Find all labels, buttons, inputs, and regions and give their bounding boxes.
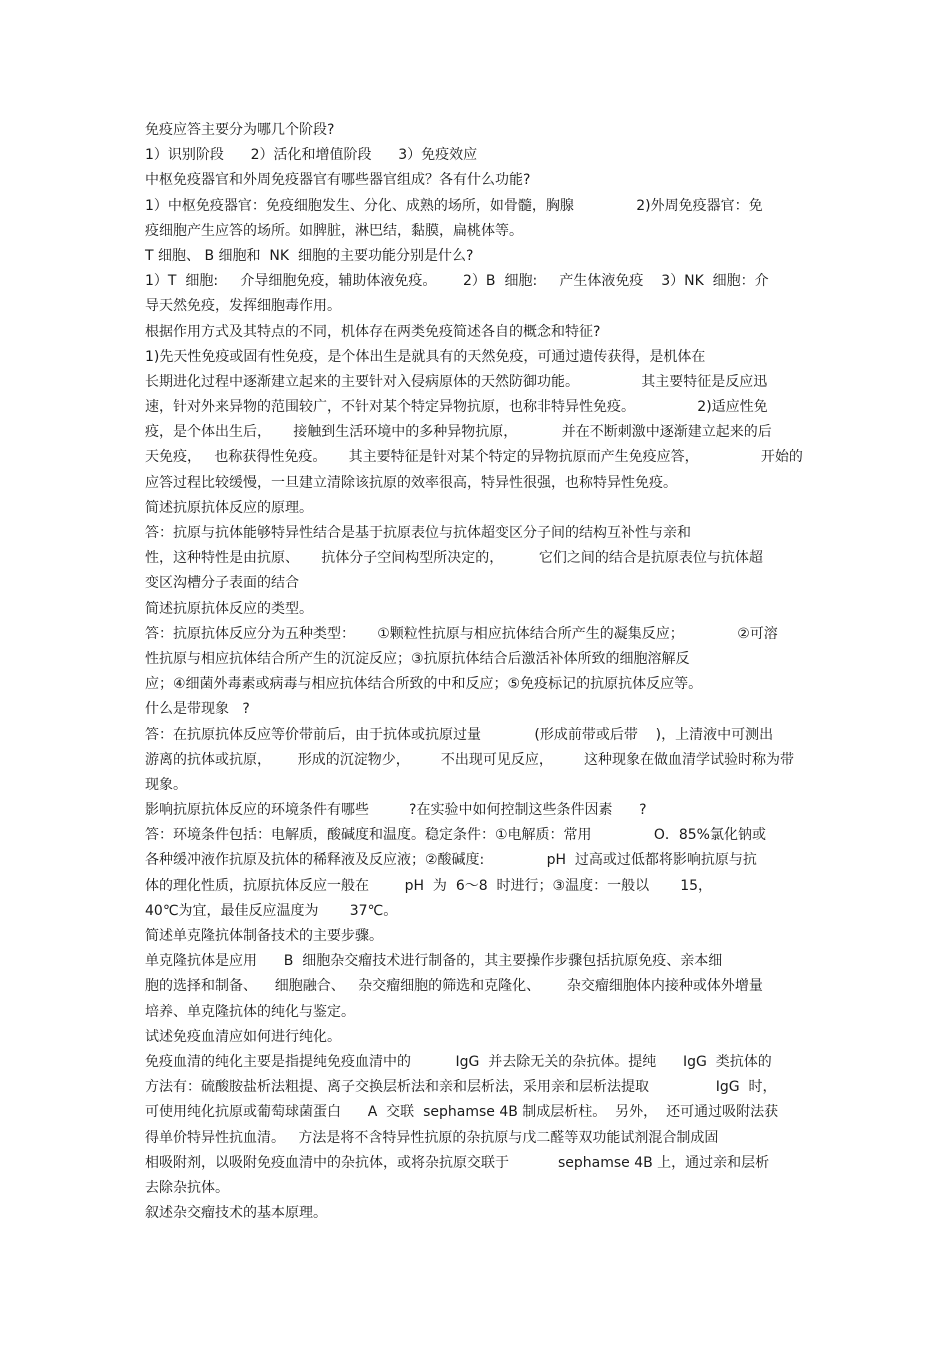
text-line: 游离的抗体或抗原， 形成的沉淀物少， 不出现可见反应， 这种现象在做血清学试验时称为带 <box>145 751 795 768</box>
text-line: 中枢免疫器官和外周免疫器官有哪些器官组成？各有什么功能? <box>145 172 531 189</box>
text-line: 简述抗原抗体反应的原理。 <box>145 499 313 516</box>
text-line: 叙述杂交瘤技术的基本原理。 <box>145 1205 327 1222</box>
text-line: 得单价特异性抗血清。 方法是将不含特异性抗原的杂抗原与戊二醛等双功能试剂混合制成固 <box>145 1129 719 1146</box>
text-line: 可使用纯化抗原或葡萄球菌蛋白 A 交联 sephamse 4B 制成层析柱。 另外， 还可通过吸附法获 <box>145 1104 779 1121</box>
text-line: 导天然免疫，发挥细胞毒作用。 <box>145 298 341 315</box>
text-line: 性抗原与相应抗体结合所产生的沉淀反应；③抗原抗体结合后激活补体所致的细胞溶解反 <box>145 650 690 667</box>
text-line: 方法有：硫酸胺盐析法粗提、离子交换层析法和亲和层析法，采用亲和层析法提取 IgG 时， <box>145 1079 777 1096</box>
text-line: 胞的选择和制备、 细胞融合、 杂交瘤细胞的筛选和克隆化、 杂交瘤细胞体内接种或体外增量 <box>145 978 763 995</box>
text-line: 影响抗原抗体反应的环境条件有哪些 ?在实验中如何控制这些条件因素 ? <box>145 802 647 819</box>
text-line: 什么是带现象 ? <box>145 701 250 718</box>
text-line: 相吸附剂，以吸附免疫血清中的杂抗体，或将杂抗原交联于 sephamse 4B 上，通过亲和层析 <box>145 1154 770 1171</box>
text-line: 长期进化过程中逐渐建立起来的主要针对入侵病原体的天然防御功能。 其主要特征是反应迅 <box>145 373 768 390</box>
text-line: 应；④细菌外毒素或病毒与相应抗体结合所致的中和反应；⑤免疫标记的抗原抗体反应等。 <box>145 676 703 693</box>
text-line: 变区沟槽分子表面的结合 <box>145 575 299 592</box>
text-line: 简述单克隆抗体制备技术的主要步骤。 <box>145 928 383 944</box>
text-line: 1）中枢免疫器官：免疫细胞发生、分化、成熟的场所，如骨髓，胸腺 2)外周免疫器官：免 <box>145 197 763 214</box>
text-line: 40℃为宜，最佳反应温度为 37℃。 <box>145 902 398 919</box>
text-line: 应答过程比较缓慢，一旦建立清除该抗原的效率很高，特异性很强，也称特异性免疫。 <box>145 474 677 491</box>
text-line: 现象。 <box>145 776 187 793</box>
text-line: 免疫血清的纯化主要是指提纯免疫血清中的 IgG 并去除无关的杂抗体。提纯 IgG 类抗体的 <box>145 1053 772 1070</box>
text-line: 各种缓冲液作抗原及抗体的稀释液及反应液；②酸碱度: pH 过高或过低都将影响抗原与抗 <box>145 852 757 869</box>
text-line: 疫细胞产生应答的场所。如脾脏，淋巴结，黏膜，扁桃体等。 <box>145 222 523 239</box>
document-body <box>145 118 805 1226</box>
text-line: 答：抗原抗体反应分为五种类型： ①颗粒性抗原与相应抗体结合所产生的凝集反应； ②可溶 <box>145 625 778 642</box>
text-line: 1）识别阶段 2）活化和增值阶段 3）免疫效应 <box>145 147 478 164</box>
text-line: 1)先天性免疫或固有性免疫，是个体出生是就具有的天然免疫，可通过遗传获得，是机体在 <box>145 348 706 365</box>
text-line: T 细胞、 B 细胞和 NK 细胞的主要功能分别是什么? <box>145 247 474 264</box>
text-line: 速，针对外来异物的范围较广，不针对某个特定异物抗原，也称非特异性免疫。 2)适应性免 <box>145 399 768 416</box>
text-line: 1）T 细胞: 介导细胞免疫，辅助体液免疫。 2）B 细胞: 产生体液免疫 3）NK 细胞：介 <box>145 273 769 290</box>
text-line: 培养、单克隆抗体的纯化与鉴定。 <box>145 1003 355 1020</box>
text-line: 试述免疫血清应如何进行纯化。 <box>145 1028 341 1045</box>
text-line: 答：环境条件包括：电解质，酸碱度和温度。稳定条件：①电解质：常用 O．85%氯化钠或 <box>145 827 766 844</box>
text-line: 单克隆抗体是应用 B 细胞杂交瘤技术进行制备的，其主要操作步骤包括抗原免疫、亲本细 <box>145 953 723 970</box>
text-line: 答：抗原与抗体能够特异性结合是基于抗原表位与抗体超变区分子间的结构互补性与亲和 <box>145 525 691 541</box>
text-line: 免疫应答主要分为哪几个阶段? <box>145 122 335 138</box>
text-line: 去除杂抗体。 <box>145 1179 229 1196</box>
text-line: 根据作用方式及其特点的不同，机体存在两类免疫简述各自的概念和特征? <box>145 323 601 340</box>
text-line: 性，这种特性是由抗原、 抗体分子空间构型所决定的， 它们之间的结合是抗原表位与抗体超 <box>145 550 763 567</box>
text-line: 天免疫， 也称获得性免疫。 其主要特征是针对某个特定的异物抗原而产生免疫应答， 开始的 <box>145 449 803 466</box>
text-line: 疫，是个体出生后， 接触到生活环境中的多种异物抗原， 并在不断刺激中逐渐建立起来的后 <box>145 424 772 441</box>
text-line: 简述抗原抗体反应的类型。 <box>145 600 313 617</box>
text-line: 体的理化性质，抗原抗体反应一般在 pH 为 6～8 时进行；③温度：一般以 15， <box>145 877 713 894</box>
text-line: 答：在抗原抗体反应等价带前后，由于抗体或抗原过量 (形成前带或后带 )，上清液中可测出 <box>145 726 774 743</box>
